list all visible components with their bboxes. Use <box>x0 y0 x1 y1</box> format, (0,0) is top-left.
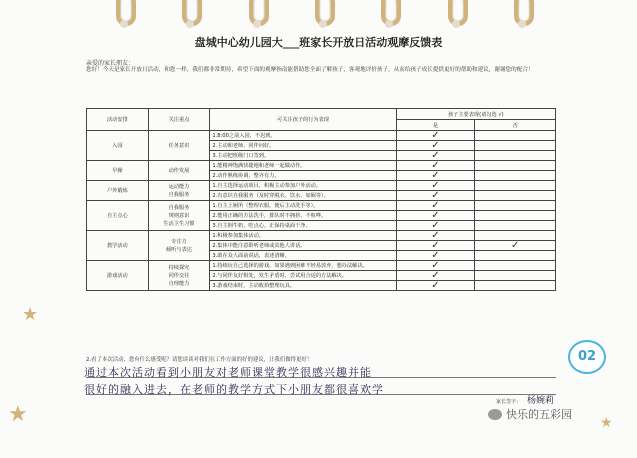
header-behavior: 可关注孩子的行为表现 <box>210 109 396 131</box>
no-check-cell <box>475 181 556 191</box>
yes-check-cell: ✓ <box>396 271 475 281</box>
table-row <box>87 131 556 141</box>
yes-check-cell: ✓ <box>396 211 475 221</box>
yes-check-cell: ✓ <box>396 261 475 271</box>
intro-text: 您好！今天是家长开放日活动，和您一样，我们都非常期待，希望下面的观摩指南能帮助您全面了解孩子，客观地评价孩子，从而给孩子成长提供更好的帮助和建议，谢谢您的配合！ <box>86 67 534 73</box>
table-row <box>87 201 556 211</box>
yes-check-cell: ✓ <box>396 191 475 201</box>
header-focus: 关注重点 <box>148 109 210 131</box>
signature-label: 家长签字： <box>496 399 522 405</box>
yes-check-cell: ✓ <box>396 281 475 291</box>
salutation: 亲爱的家长朋友： <box>86 60 135 67</box>
binder-rings <box>112 0 532 30</box>
focus-cell: 动作发展 <box>148 161 210 181</box>
no-check-cell <box>475 221 556 231</box>
behavior-cell: 1.能精神饱满快捷地和老师一起做动作。 <box>210 161 396 171</box>
focus-cell: 专注力 倾听与表达 <box>148 231 210 261</box>
no-check-cell <box>475 151 556 161</box>
header-yes: 是 <box>396 120 475 131</box>
behavior-cell: 3.主动把班级门口签到。 <box>210 151 396 161</box>
behavior-cell: 1.积极参加集体活动。 <box>210 231 396 241</box>
page-number-badge: 02 <box>568 340 606 374</box>
wechat-icon <box>488 409 502 420</box>
no-check-cell <box>475 211 556 221</box>
behavior-cell: 2.集体中能注意聆听老师或其他人讲话。 <box>210 241 396 251</box>
focus-cell: 运动能力 自我服务 <box>148 181 210 201</box>
behavior-cell: 2.与同伴友好相处，发生矛盾时，尝试用合适的方法解决。 <box>210 271 396 281</box>
binder-ring <box>112 0 134 30</box>
yes-check-cell: ✓ <box>396 161 475 171</box>
binder-ring <box>510 0 532 30</box>
no-check-cell <box>475 271 556 281</box>
table-body <box>87 131 556 291</box>
no-check-cell <box>475 201 556 211</box>
form-title: 盘城中心幼儿园大___班家长开放日活动观摩反馈表 <box>194 36 443 49</box>
activity-cell: 户外锻炼 <box>87 181 149 201</box>
header-activity: 活动安排 <box>87 109 149 131</box>
yes-check-cell: ✓ <box>396 201 475 211</box>
behavior-cell: 1.自主选择运动项目，积极主动参加户外活动。 <box>210 181 396 191</box>
focus-cell: 自我服务 规则意识 生活卫生习惯 <box>148 201 210 231</box>
yes-check-cell: ✓ <box>396 231 475 241</box>
parent-signature: 杨婉莉 <box>527 396 555 406</box>
behavior-cell: 2.主动和老师、同伴问好。 <box>210 141 396 151</box>
behavior-cell: 1.8:00之前入园，不迟到。 <box>210 131 396 141</box>
activity-cell: 早操 <box>87 161 149 181</box>
focus-cell: 任务意识 <box>148 131 210 161</box>
no-check-cell <box>475 171 556 181</box>
yes-check-cell: ✓ <box>396 171 475 181</box>
no-check-cell: ✓ <box>475 241 556 251</box>
behavior-cell: 2.动作熟练协调，整齐有力。 <box>210 171 396 181</box>
binder-ring <box>178 0 200 30</box>
question-text: 2.看了本次活动，您有什么感受呢？请您谈谈对我们在工作方面的好的建议，让我们做得更好！ <box>86 357 313 363</box>
yes-check-cell: ✓ <box>396 141 475 151</box>
handwritten-line-1: 通过本次活动看到小朋友对老师课堂教学很感兴趣并能 <box>84 366 372 379</box>
table-row <box>87 181 556 191</box>
activity-cell: 自主点心 <box>87 201 149 231</box>
no-check-cell <box>475 131 556 141</box>
behavior-cell: 3.游戏结束时，主动收拾整理玩具。 <box>210 281 396 291</box>
behavior-cell: 3.自主倒牛奶，吃点心，正保持桌面干净。 <box>210 221 396 231</box>
behavior-cell: 2.能用正确的方法洗手，排队时不拥挤、不喧哗。 <box>210 211 396 221</box>
no-check-cell <box>475 141 556 151</box>
yes-check-cell: ✓ <box>396 131 475 141</box>
yes-check-cell: ✓ <box>396 221 475 231</box>
binder-ring <box>377 0 399 30</box>
yes-check-cell: ✓ <box>396 241 475 251</box>
feedback-table <box>86 108 556 291</box>
behavior-cell: 1.自主上厕所（整理衣服，便后主动洗手等）。 <box>210 201 396 211</box>
header-main: 孩子主要表现(请勾选 √) <box>396 109 555 120</box>
watermark <box>488 406 572 422</box>
header-no: 否 <box>475 120 556 131</box>
table-row <box>87 231 556 241</box>
no-check-cell <box>475 231 556 241</box>
no-check-cell <box>475 251 556 261</box>
no-check-cell <box>475 191 556 201</box>
star-icon: ★ <box>8 402 28 427</box>
binder-ring <box>444 0 466 30</box>
activity-cell: 入园 <box>87 131 149 161</box>
focus-cell: 持续探究 同伴交往 自理能力 <box>148 261 210 291</box>
no-check-cell <box>475 281 556 291</box>
watermark-text: 快乐的五彩园 <box>506 408 572 421</box>
star-icon: ★ <box>22 304 39 325</box>
table-row <box>87 161 556 171</box>
behavior-cell: 2.有意识自我服务（及时穿脱衣、饮水、如厕等）。 <box>210 191 396 201</box>
activity-cell: 游戏活动 <box>87 261 149 291</box>
no-check-cell <box>475 261 556 271</box>
handwritten-line-2: 很好的融入进去，在老师的教学方式下小朋友都很喜欢学 <box>84 383 384 396</box>
behavior-cell: 3.敢在众人面前说话，表述清晰。 <box>210 251 396 261</box>
yes-check-cell: ✓ <box>396 181 475 191</box>
activity-cell: 教学活动 <box>87 231 149 261</box>
yes-check-cell: ✓ <box>396 251 475 261</box>
star-icon: ★ <box>600 415 613 431</box>
binder-ring <box>311 0 333 30</box>
table-row <box>87 261 556 271</box>
yes-check-cell: ✓ <box>396 151 475 161</box>
binder-ring <box>245 0 267 30</box>
no-check-cell <box>475 161 556 171</box>
behavior-cell: 1.持续玩自己选择的游戏，如果遇到困难不轻易放弃，想办法解决。 <box>210 261 396 271</box>
